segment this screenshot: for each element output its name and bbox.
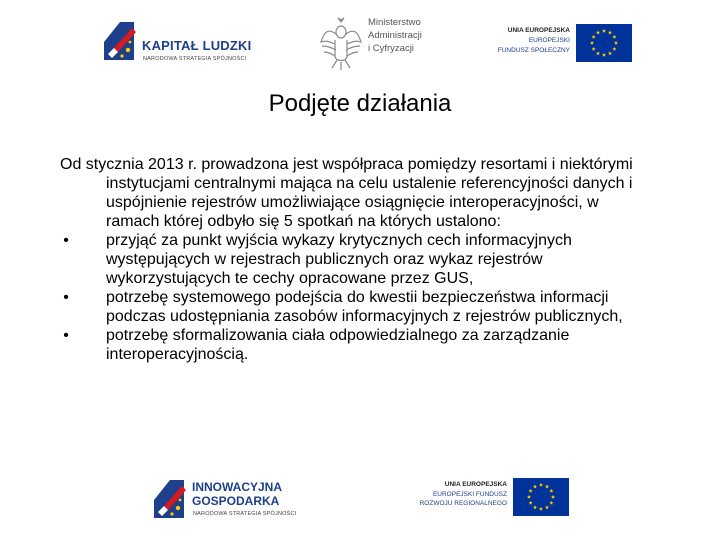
bullet-marker: •: [63, 289, 69, 306]
bullet-marker: •: [63, 232, 69, 249]
efrr-logo: [398, 472, 573, 528]
efs-text: [498, 26, 570, 56]
ministry-name-line-2: Administracji: [368, 30, 422, 41]
bullet-marker: •: [63, 327, 69, 344]
list-item: [60, 288, 650, 326]
kapital-ludzki-name: KAPITAŁ LUDZKI: [142, 38, 252, 53]
ministry-name-line-1: Ministerstwo: [368, 17, 421, 28]
bullet-text: potrzebę systemowego podejścia do kwestii bezpieczeństwa informacji podczas udostępniania zasobów informacyjnych z rejestrów publicznych,: [106, 289, 623, 325]
list-item: [60, 326, 650, 364]
slide-body: [60, 155, 650, 364]
innowacyjna-line-2: GOSPODARKA: [192, 494, 280, 508]
eu-flag-icon: [513, 478, 569, 516]
bullet-list: [60, 231, 650, 364]
bullet-text: przyjąć za punkt wyjścia wykazy krytycznych cech informacyjnych występujących w rejestrach publicznych oraz wykaz rejestrów wykorzystujących te cechy opracowane przez GUS,: [106, 232, 572, 287]
innowacyjna-line-1: INNOWACYJNA: [192, 480, 283, 494]
eu-flag-icon: [576, 24, 632, 62]
ministry-name: [368, 16, 422, 55]
innowacyjna-gospodarka-emblem-icon: [150, 476, 190, 522]
kapital-ludzki-emblem-icon: [100, 18, 140, 64]
eagle-emblem-icon: [318, 16, 364, 72]
ministry-name-line-3: i Cyfryzacji: [368, 43, 414, 54]
kapital-ludzki-subtitle: NARODOWA STRATEGIA SPÓJNOŚCI: [143, 56, 247, 62]
efrr-line-2: EUROPEJSKI FUNDUSZ: [432, 490, 507, 498]
efs-line-1: UNIA EUROPEJSKA: [507, 27, 570, 34]
efrr-text: [420, 480, 507, 509]
ministry-logo: [316, 14, 466, 76]
efs-line-2: EUROPEJSKI: [528, 37, 570, 44]
efs-logo: [478, 14, 638, 68]
efs-line-3: FUNDUSZ SPOŁECZNY: [497, 47, 570, 54]
innowacyjna-gospodarka-logo: [150, 470, 325, 528]
innowacyjna-gospodarka-name: [192, 480, 282, 508]
innowacyjna-subtitle: NARODOWA STRATEGIA SPÓJNOŚCI: [193, 511, 297, 517]
kapital-ludzki-logo: [100, 14, 260, 70]
efrr-line-3: ROZWOJU REGIONALNEGO: [419, 500, 507, 507]
bullet-text: potrzebę sformalizowania ciała odpowiedzialnego za zarządzanie interoperacyjnością.: [106, 327, 570, 363]
intro-paragraph: Od stycznia 2013 r. prowadzona jest współpraca pomiędzy resortami i niektórymi instytucjami centralnymi mająca na celu ustalenie referencyjności danych i uspójnienie rejestrów umożliwiające osiągnięcie interoperacyjności, w ramach której odbyło się 5 spotkań na których ustalono:: [60, 156, 633, 230]
slide-title: Podjęte działania: [268, 90, 452, 117]
list-item: [60, 231, 650, 288]
efrr-line-1: UNIA EUROPEJSKA: [444, 481, 507, 488]
